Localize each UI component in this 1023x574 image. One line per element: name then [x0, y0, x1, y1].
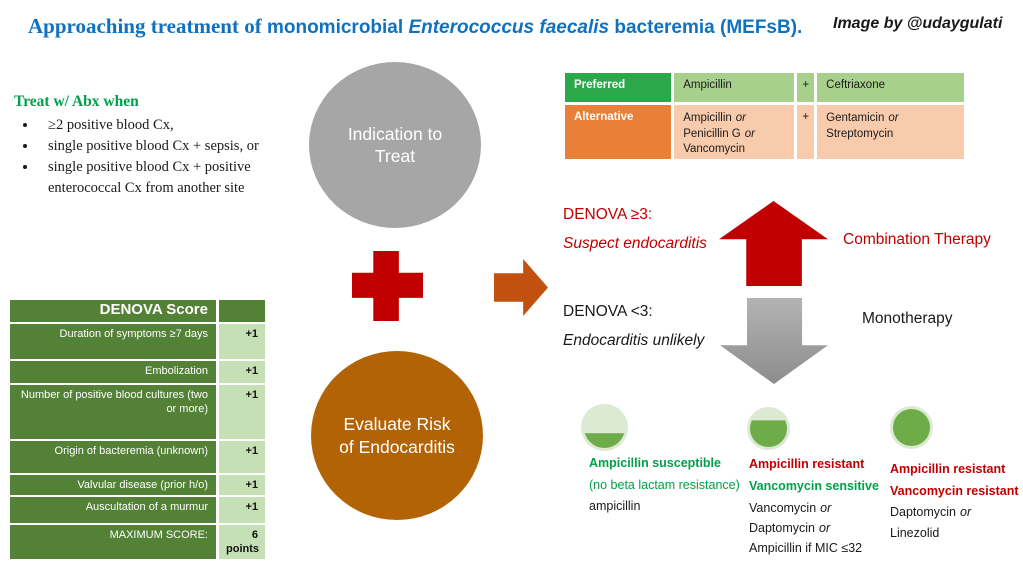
gauge-fill	[750, 410, 787, 447]
table-row	[10, 385, 265, 439]
or-conjunction: or	[735, 112, 747, 124]
page-title	[28, 14, 803, 39]
outcome-amp-resistant-vanc-sensitive	[749, 453, 904, 558]
table-row	[10, 497, 265, 523]
step-label: Evaluate Risk of Endocarditis	[339, 414, 455, 457]
susceptibility-note: (no beta lactam resistance)	[589, 478, 740, 492]
gauge-fill	[893, 409, 930, 446]
drug-line: Vancomycin	[683, 143, 745, 155]
drug-line: Streptomycin	[826, 127, 894, 140]
image-credit: Image by @udaygulati	[833, 15, 1003, 32]
plus-cell: +	[797, 105, 814, 159]
table-row	[10, 475, 265, 495]
table-row-preferred	[565, 73, 964, 102]
max-score-points: 6 points	[219, 525, 265, 559]
monotherapy-label: Monotherapy	[862, 310, 953, 327]
title-organism: Enterococcus faecalis	[408, 17, 610, 38]
criterion-points: +1	[219, 475, 265, 495]
up-arrow-icon	[719, 201, 828, 286]
drug-option: Ampicillin if MIC ≤32	[749, 541, 863, 555]
susceptibility-status: Ampicillin susceptible	[589, 456, 721, 470]
table-title: DENOVA Score	[10, 300, 216, 322]
list-item: • single positive blood Cx + sepsis, or	[38, 136, 319, 157]
criterion-points: +1	[219, 385, 265, 439]
table-row-maximum-score	[10, 525, 265, 559]
drug-cell: Ceftriaxone	[817, 73, 964, 102]
table-row	[10, 324, 265, 359]
down-arrow-icon	[720, 298, 828, 384]
row-header: Alternative	[565, 105, 671, 159]
drug-option: ampicillin	[589, 499, 641, 513]
susceptibility-status: Vancomycin resistant	[890, 484, 1019, 498]
list-item: • ≥2 positive blood Cx,	[38, 115, 319, 136]
drug-cell: Ampicillin	[674, 73, 794, 102]
plus-cell: +	[797, 73, 814, 102]
susceptibility-gauge-icon	[890, 406, 933, 449]
table-row	[10, 441, 265, 473]
or-conjunction: or	[960, 505, 972, 519]
criterion-points: +1	[219, 324, 265, 359]
drug-option: Linezolid	[890, 526, 940, 540]
drug-cell	[817, 105, 964, 159]
criterion-label: Origin of bacteremia (unknown)	[10, 441, 216, 473]
drug-options	[890, 502, 1023, 544]
criterion-label: Embolization	[10, 361, 216, 383]
or-conjunction: or	[819, 521, 831, 535]
drug-option: Vancomycin or	[749, 501, 832, 515]
criterion-label: Number of positive blood cultures (two or more)	[10, 385, 216, 439]
criterion-points: +1	[219, 497, 265, 523]
or-conjunction: or	[888, 112, 899, 124]
table-header-row	[10, 300, 265, 322]
criterion-label: Auscultation of a murmur	[10, 497, 216, 523]
indications-list	[14, 115, 319, 199]
treatment-indications	[14, 93, 319, 199]
right-arrow-icon	[494, 259, 548, 316]
title-part-serif: Approaching treatment of	[28, 14, 267, 38]
denova-score-threshold: DENOVA <3:	[563, 303, 653, 320]
criterion-points: +1	[219, 361, 265, 383]
denova-score-threshold: DENOVA ≥3:	[563, 206, 653, 223]
or-conjunction: or	[744, 127, 755, 140]
therapy-table	[565, 73, 964, 162]
criterion-label: Valvular disease (prior h/o)	[10, 475, 216, 495]
drug-options	[589, 496, 749, 516]
interpretation: Suspect endocarditis	[563, 234, 707, 252]
susceptibility-status: Ampicillin resistant	[890, 462, 1006, 476]
susceptibility-gauge-icon	[581, 404, 628, 451]
interpretation: Endocarditis unlikely	[563, 331, 705, 349]
table-row	[10, 361, 265, 383]
indications-heading: Treat w/ Abx when	[14, 93, 139, 110]
step-label: Indication to Treat	[347, 123, 443, 166]
title-part-sans: monomicrobial	[266, 17, 409, 38]
title-tail: bacteremia (MEFsB).	[609, 17, 803, 38]
list-item: • single positive blood Cx + positive enterococcal Cx from another site	[38, 157, 319, 199]
step-circle-indication	[309, 62, 481, 228]
criterion-points: +1	[219, 441, 265, 473]
step-circle-evaluate	[311, 351, 483, 520]
row-header: Preferred	[565, 73, 671, 102]
criterion-label: Duration of symptoms ≥7 days	[10, 324, 216, 359]
drug-line: Ampicillin or	[683, 112, 747, 124]
criterion-label: MAXIMUM SCORE:	[10, 525, 216, 559]
table-row-alternative	[565, 105, 964, 159]
outcome-amp-resistant-vanc-resistant	[890, 458, 1023, 544]
denova-low-branch	[563, 303, 704, 350]
susceptibility-status: Ampicillin resistant	[749, 457, 865, 471]
denova-high-branch	[563, 206, 707, 253]
denova-score-table	[10, 300, 265, 561]
or-conjunction: or	[820, 501, 832, 515]
combination-therapy-label: Combination Therapy	[843, 231, 991, 248]
drug-option: Daptomycin or	[890, 505, 972, 519]
drug-cell	[674, 105, 794, 159]
susceptibility-status: Vancomycin sensitive	[749, 479, 879, 493]
drug-line: Penicillin G or	[683, 127, 755, 140]
gauge-fill	[584, 407, 625, 448]
drug-options	[749, 498, 904, 558]
drug-option: Daptomycin or	[749, 521, 831, 535]
header-spacer-cell	[219, 300, 265, 322]
plus-icon	[352, 251, 423, 321]
susceptibility-gauge-icon	[747, 407, 790, 450]
drug-line: Gentamicin or	[826, 112, 899, 124]
outcome-ampicillin-susceptible	[589, 452, 749, 516]
